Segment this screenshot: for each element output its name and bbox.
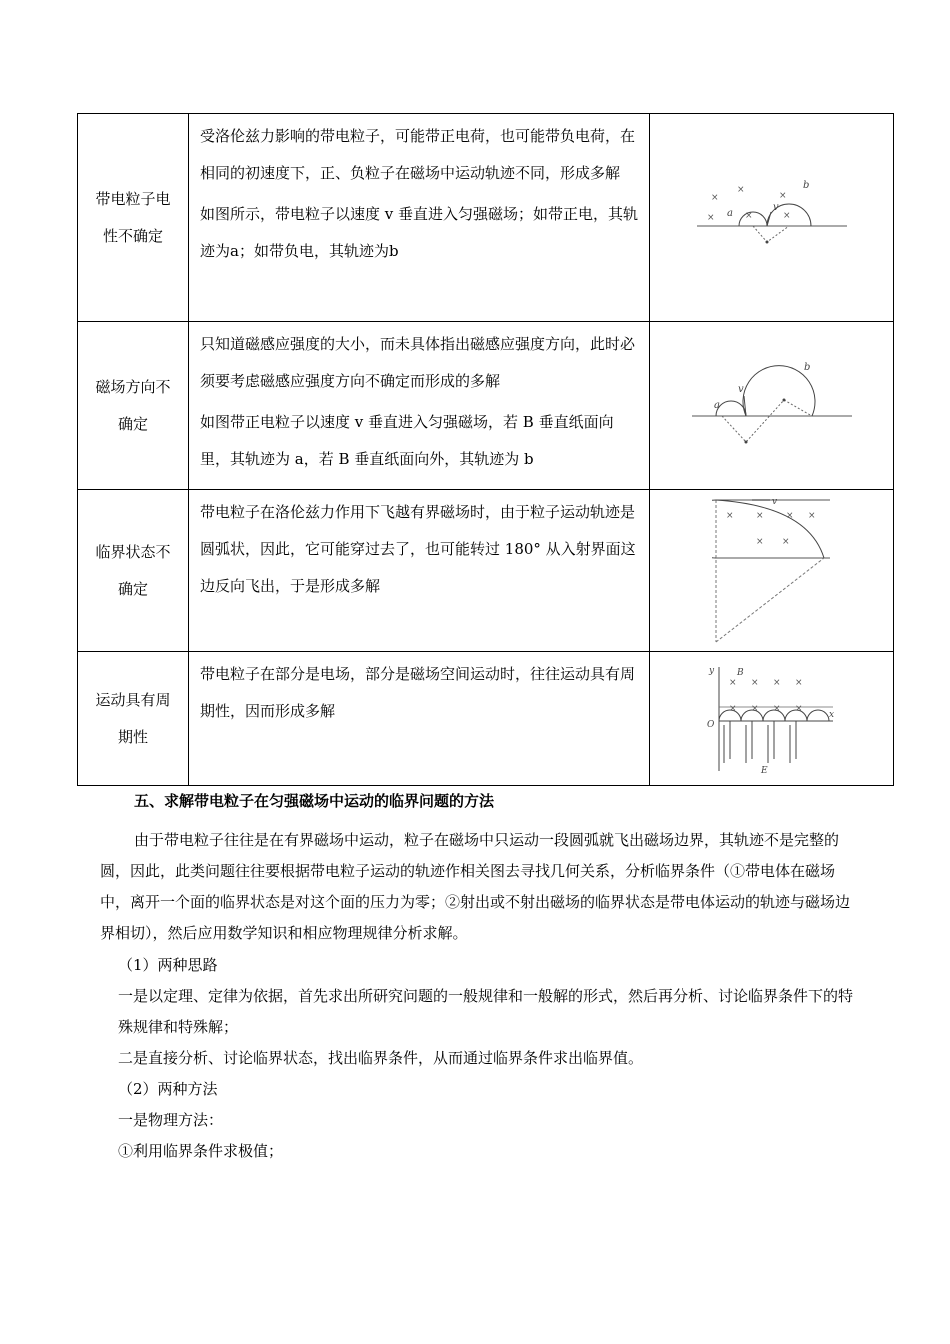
svg-text:×: × — [772, 677, 781, 688]
svg-text:×: × — [755, 510, 764, 521]
svg-text:×: × — [781, 536, 790, 547]
row-figure-cell — [650, 322, 894, 490]
row-description: 只知道磁感应强度的大小，而未具体指出磁感应强度方向，此时必须要考虑磁感应强度方向不确定而形成的多解 — [200, 335, 636, 390]
figure-label: v — [737, 383, 744, 395]
row-label-line: 运动具有周 — [95, 690, 171, 709]
table-row — [78, 322, 894, 490]
row-description-cell — [189, 490, 650, 652]
figure-label: O — [706, 719, 714, 730]
figure-label: a — [726, 207, 733, 219]
row-label-line: 临界状态不 — [95, 542, 171, 561]
row-label-line: 带电粒子电 — [95, 189, 171, 208]
row-label-cell — [78, 114, 189, 322]
table-row — [78, 490, 894, 652]
svg-text:×: × — [778, 190, 787, 201]
table-row — [78, 652, 894, 786]
row-description-cell — [189, 114, 650, 322]
section-intro: 由于带电粒子往往是在有界磁场中运动，粒子在磁场中只运动一段圆弧就飞出磁场边界，其轨迹不是完整的圆，因此，此类问题往往要根据带电粒子运动的轨迹作相关图去寻找几何关系，分析临界条件（①带电体在磁场中，离开一个面的临界状态是对这个面的压力为零；②射出或不射出磁场的临界状态是带电体运动的轨迹与磁场边界相切），然后应用数学知识和相应物理规律分析求解。 — [100, 831, 851, 942]
subsection-title: （1）两种思路 — [118, 956, 218, 974]
svg-text:×: × — [782, 210, 791, 221]
figure-label: E — [760, 765, 768, 775]
row-label-line: 磁场方向不 — [95, 377, 171, 396]
subsection-item: 一是以定理、定律为依据，首先求出所研究问题的一般规律和一般解的形式，然后再分析、讨论临界条件下的特殊规律和特殊解； — [118, 987, 854, 1036]
svg-text:×: × — [772, 703, 781, 714]
svg-text:×: × — [807, 510, 816, 521]
row-label-cell — [78, 490, 189, 652]
table-row — [78, 114, 894, 322]
svg-text:×: × — [794, 703, 803, 714]
svg-text:×: × — [785, 510, 794, 521]
figure-label: y — [708, 665, 714, 676]
svg-text:×: × — [728, 677, 737, 688]
svg-text:×: × — [710, 192, 719, 203]
row-description: 带电粒子在洛伦兹力作用下飞越有界磁场时，由于粒子运动轨迹是圆弧状，因此，它可能穿过去了，也可能转过 180° 从入射界面这边反向飞出，于是形成多解 — [200, 503, 636, 595]
svg-text:×: × — [755, 536, 764, 547]
svg-text:×: × — [725, 510, 734, 521]
row-figure-cell — [650, 114, 894, 322]
row-description: 如图所示，带电粒子以速度 v 垂直进入匀强磁场；如带正电，其轨迹为a；如带负电，其轨迹为b — [200, 205, 639, 260]
multi-solution-table — [77, 113, 894, 786]
section-heading: 五、求解带电粒子在匀强磁场中运动的临界问题的方法 — [134, 792, 495, 810]
row-figure-cell — [650, 490, 894, 652]
charge-sign-figure — [697, 178, 847, 258]
svg-text:×: × — [750, 703, 759, 714]
subsection-item: ①利用临界条件求极值； — [118, 1142, 284, 1160]
row-figure-cell — [650, 652, 894, 786]
figure-label: a — [713, 399, 720, 411]
subsection-item: 一是物理方法： — [118, 1111, 224, 1129]
figure-label: b — [803, 361, 810, 373]
row-description: 带电粒子在部分是电场，部分是磁场空间运动时，往往运动具有周期性，因而形成多解 — [200, 665, 636, 720]
svg-text:×: × — [750, 677, 759, 688]
figure-label: v — [771, 496, 777, 507]
row-description-cell — [189, 322, 650, 490]
row-label-cell — [78, 322, 189, 490]
svg-text:×: × — [794, 677, 803, 688]
row-label-line: 确定 — [117, 579, 148, 598]
row-description: 受洛伦兹力影响的带电粒子，可能带正电荷，也可能带负电荷，在相同的初速度下，正、负粒子在磁场中运动轨迹不同，形成多解 — [200, 127, 636, 182]
row-label-line: 性不确定 — [102, 226, 163, 245]
periodic-motion-figure — [707, 663, 837, 775]
svg-text:×: × — [728, 703, 737, 714]
row-description-cell — [189, 652, 650, 786]
subsection-item: 二是直接分析、讨论临界状态，找出临界条件，从而通过临界条件求出临界值。 — [118, 1049, 644, 1067]
field-direction-figure — [692, 356, 852, 456]
row-label-line: 确定 — [117, 414, 148, 433]
figure-label: x — [828, 709, 834, 720]
critical-state-figure — [712, 496, 832, 646]
figure-label: b — [802, 179, 809, 191]
figure-label: B — [736, 667, 744, 678]
svg-text:×: × — [736, 184, 745, 195]
row-description: 如图带正电粒子以速度 v 垂直进入匀强磁场，若 B 垂直纸面向里，其轨迹为 a，若 B 垂直纸面向外，其轨迹为 b — [200, 413, 614, 468]
svg-text:×: × — [706, 212, 715, 223]
subsection-title: （2）两种方法 — [118, 1080, 218, 1098]
row-label-cell — [78, 652, 189, 786]
row-label-line: 期性 — [117, 727, 148, 746]
svg-text:×: × — [744, 210, 753, 221]
figure-label: v — [772, 201, 779, 213]
